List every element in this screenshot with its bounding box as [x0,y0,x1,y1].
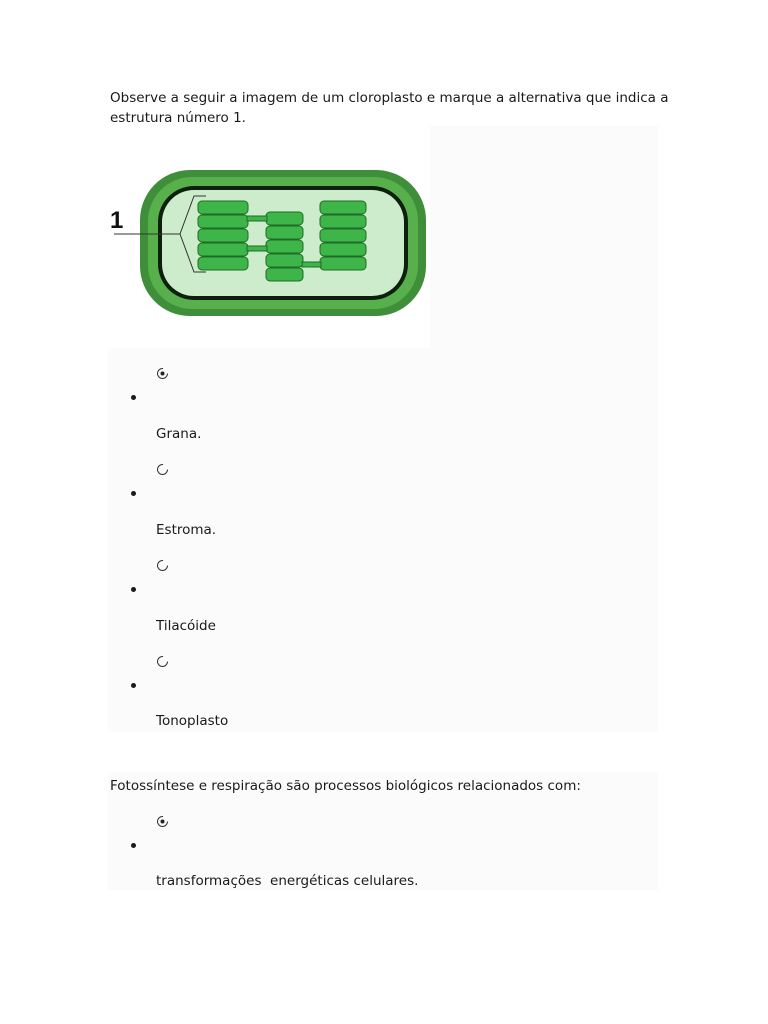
thylakoid [198,257,248,270]
list-bullet [131,395,136,400]
thylakoid [198,201,248,214]
lamella [302,262,321,267]
chloroplast-figure [108,126,430,348]
lamella [247,246,267,251]
option-label-transformacoes[interactable]: transformações energéticas celulares. [156,873,419,889]
thylakoid [266,212,303,225]
thylakoid [198,229,248,242]
thylakoid [198,215,248,228]
granum-left [198,201,248,270]
figure-label-1: 1 [110,207,124,234]
thylakoid [320,201,366,214]
thylakoid [266,254,303,267]
thylakoid [266,226,303,239]
chloroplast-diagram [108,126,430,348]
thylakoid [320,215,366,228]
radio-option-tilacoide[interactable] [156,559,169,572]
option-label-tilacoide[interactable]: Tilacóide [156,618,216,634]
radio-option-transformacoes[interactable] [156,815,169,828]
list-bullet [131,683,136,688]
question-2-text: Fotossíntese e respiração são processos biológicos relacionados com: [110,778,581,794]
list-bullet [131,491,136,496]
thylakoid [320,229,366,242]
thylakoid [198,243,248,256]
list-bullet [131,843,136,848]
thylakoid [320,243,366,256]
radio-option-estroma[interactable] [156,463,169,476]
thylakoid [266,268,303,281]
thylakoid [266,240,303,253]
option-label-estroma[interactable]: Estroma. [156,522,217,538]
thylakoid [320,257,366,270]
granum-middle [266,212,303,281]
list-bullet [131,587,136,592]
option-label-tonoplasto[interactable]: Tonoplasto [156,713,229,729]
radio-option-grana[interactable] [156,367,169,380]
question-1-text: Observe a seguir a imagem de um cloroplasto e marque a alternativa que indica a estrutura número 1. [110,90,669,126]
option-label-grana[interactable]: Grana. [156,426,202,442]
radio-option-tonoplasto[interactable] [156,655,169,668]
granum-right [320,201,366,270]
lamella [247,216,267,221]
